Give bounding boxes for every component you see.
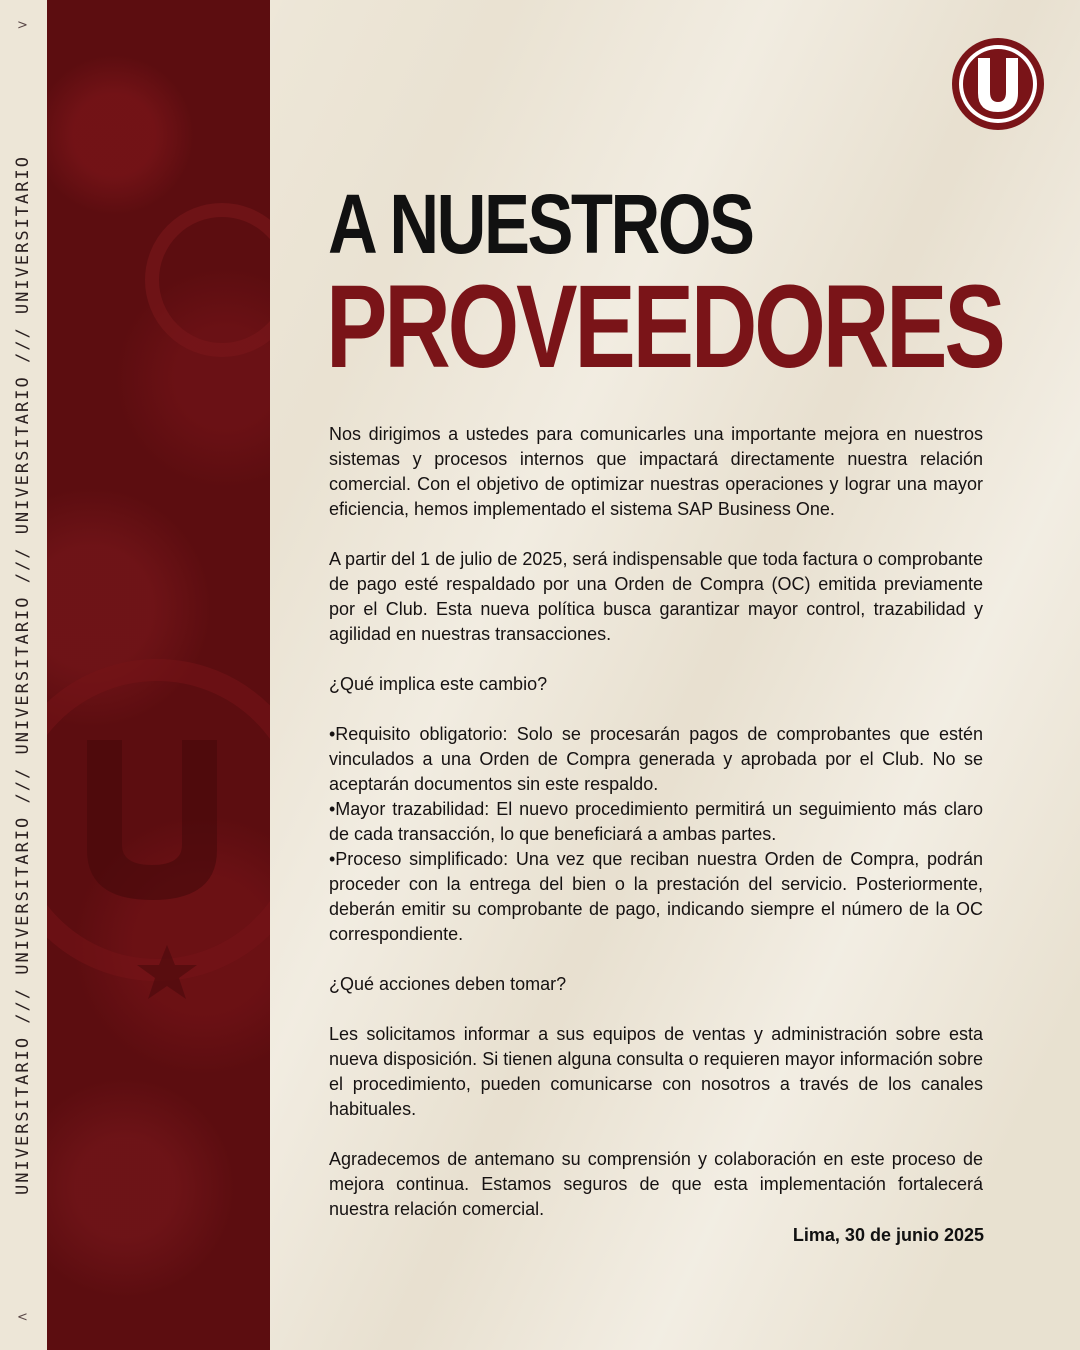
watermark-u-letter: [87, 740, 217, 900]
bullet-traceability: •Mayor trazabilidad: El nuevo procedimiento permitirá un seguimiento más claro de cada transacción, lo que beneficiará a ambas partes.: [329, 799, 983, 844]
question-change: ¿Qué implica este cambio?: [329, 674, 548, 694]
bullet-process: •Proceso simplificado: Una vez que reciban nuestra Orden de Compra, podrán proceder con la entrega del bien o la prestación del servicio. Posteriormente, deberán emitir su comprobante de pago, indicando siempre el número de la OC correspondiente.: [329, 849, 983, 944]
signature-date: Lima, 30 de junio 2025: [792, 1225, 984, 1245]
watermark-ring-top: [152, 210, 270, 350]
heading-line-1: A NUESTROS: [328, 177, 753, 271]
bullet-requirement: •Requisito obligatorio: Solo se procesarán pagos de comprobantes que estén vinculados a una Orden de Compra generada y aprobada por el Club. No se aceptarán documentos sin este respaldo.: [329, 724, 983, 794]
vertical-brand-text: UNIVERSITARIO /// UNIVERSITARIO /// UNIVERSITARIO /// UNIVERSITARIO /// UNIVERSITARIO: [13, 155, 33, 1195]
paragraph-thanks: Agradecemos de antemano su comprensión y colaboración en este proceso de mejora continua. Estamos seguros de que esta implementación fortalecerá nuestra relación comercial.: [329, 1149, 983, 1219]
watermark-ring-middle: [47, 670, 270, 970]
heading-line-2: PROVEEDORES: [326, 261, 1003, 393]
paragraph-request: Les solicitamos informar a sus equipos de ventas y administración sobre esta nueva disposición. Si tienen alguna consulta o requieren mayor información sobre el procedimiento, pueden comunicarse con nosotros a través de los canales habituales.: [329, 1024, 983, 1119]
question-actions: ¿Qué acciones deben tomar?: [329, 974, 567, 994]
paragraph-intro: Nos dirigimos a ustedes para comunicarles una importante mejora en nuestros sistemas y procesos internos que impactará directamente nuestra relación comercial. Con el objetivo de optimizar nuestras operaciones y lograr una mayor eficiencia, hemos implementado el sistema SAP Business One.: [329, 424, 983, 519]
paragraph-policy: A partir del 1 de julio de 2025, será indispensable que toda factura o comprobante de pago esté respaldado por una Orden de Compra (OC) emitida previamente por el Club. Esta nueva política busca garantizar mayor control, trazabilidad y agilidad en nuestras transacciones.: [329, 549, 983, 644]
decorative-red-band: [47, 0, 270, 1350]
arrow-top: >: [17, 18, 28, 33]
side-strip: [0, 0, 47, 1350]
club-logo: [950, 36, 1046, 132]
band-watermark-logos: [47, 0, 270, 1350]
letter-body: [329, 422, 983, 1247]
arrow-bottom: <: [17, 1310, 28, 1325]
